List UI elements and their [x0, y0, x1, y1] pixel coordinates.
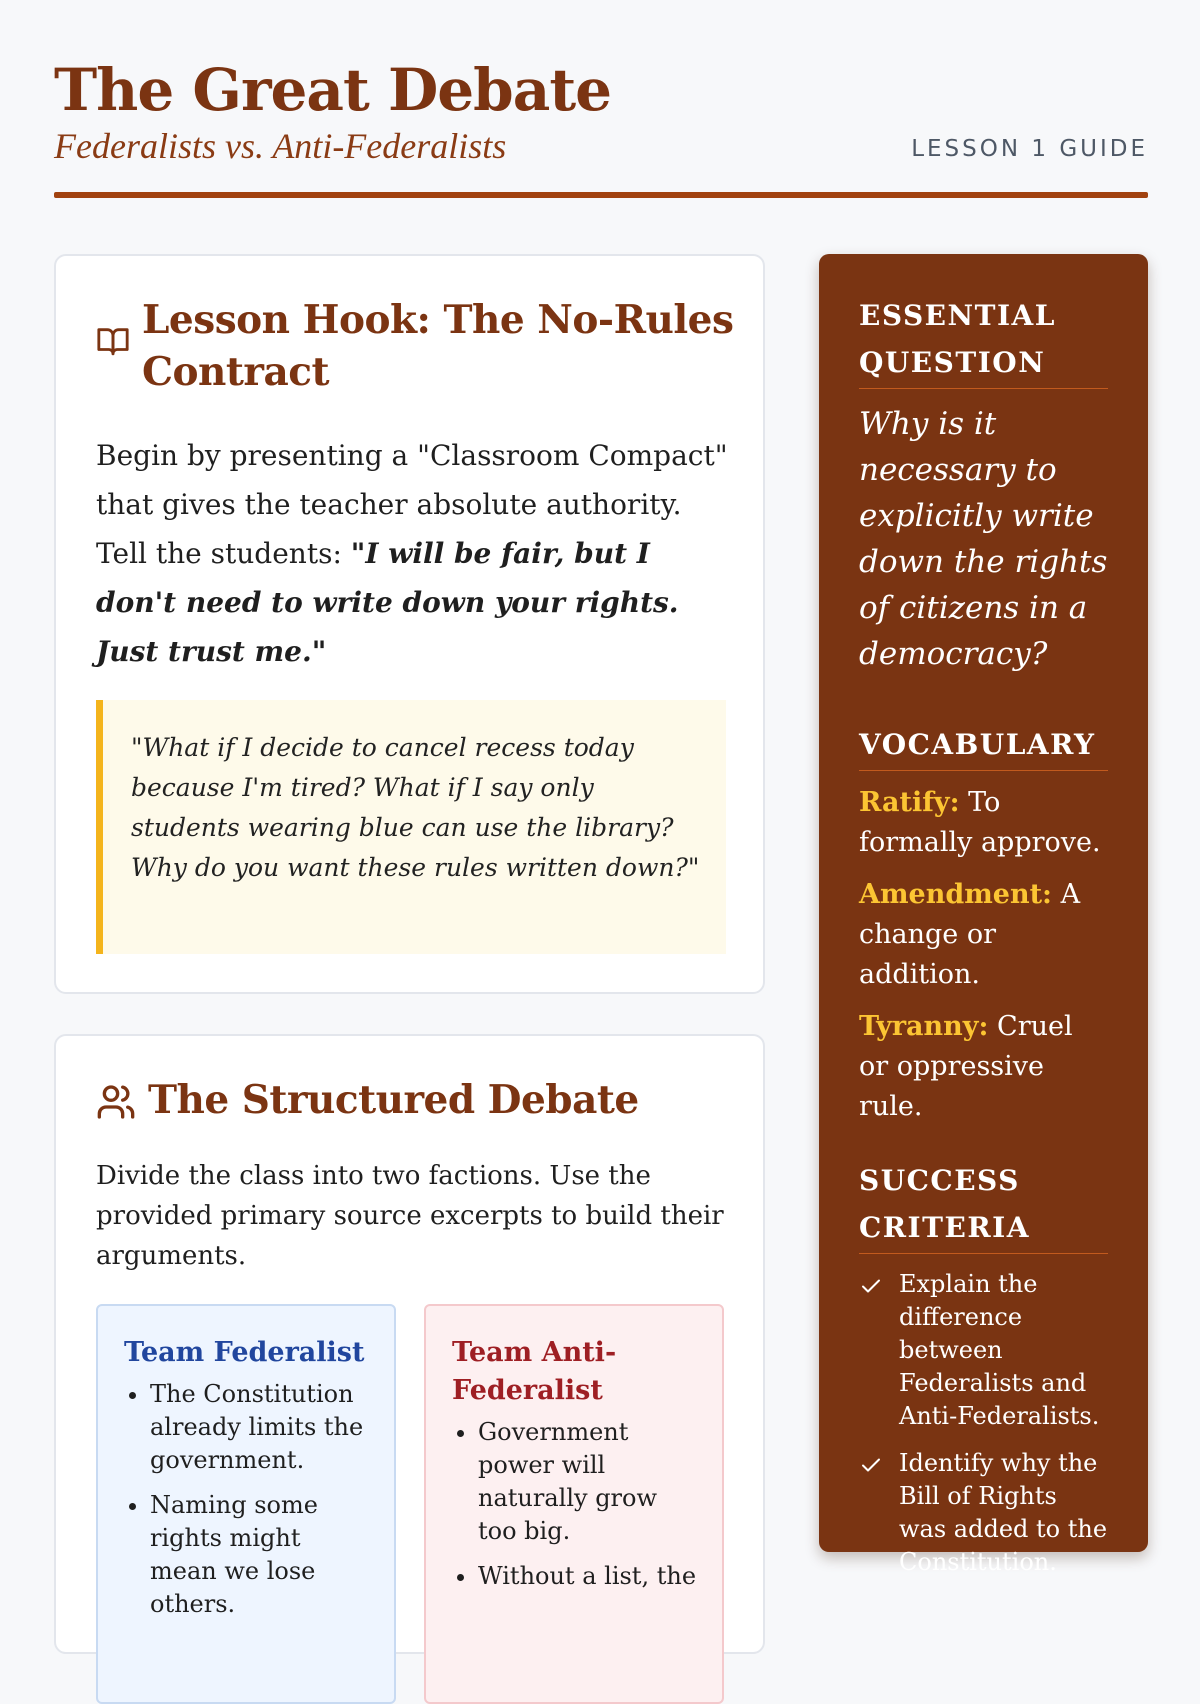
team-anti-federalist-box [424, 1304, 724, 1704]
vocabulary-heading: VOCABULARY [859, 721, 1108, 771]
vocab-item-ratify [859, 783, 1108, 863]
success-criteria-text: Identify why the Bill of Rights was added to the Constitution. [899, 1449, 1108, 1576]
team-anti-federalist-title: Team Anti-Federalist [452, 1337, 617, 1406]
vocab-term: Ratify: [859, 787, 960, 818]
success-criteria-item [859, 1268, 1108, 1433]
page-subtitle: Federalists vs. Anti-Federalists [54, 126, 507, 166]
success-criteria-heading: SUCCESS CRITERIA [859, 1157, 1108, 1254]
vocab-definition: A change or addition. [859, 879, 1081, 990]
team-federalist-points [124, 1378, 370, 1621]
lesson-hook-header [96, 294, 736, 398]
essential-question-text: Why is it necessary to explicitly write down the rights of citizens in a democracy? [859, 406, 1108, 672]
structured-debate-title: The Structured Debate [148, 1077, 639, 1123]
structured-debate-intro: Divide the class into two factions. Use the provided primary source excerpts to build their arguments. [96, 1161, 724, 1271]
check-icon [859, 1453, 883, 1477]
book-open-icon [96, 324, 130, 358]
vocabulary-list [859, 783, 1108, 1127]
list-item: • The Constitution already limits the government. [150, 1378, 370, 1477]
sidebar-panel [819, 254, 1148, 1576]
team-anti-federalist-points [452, 1416, 698, 1593]
page-title: The Great Debate [54, 56, 612, 124]
team-federalist-title: Team Federalist [124, 1337, 365, 1368]
lesson-hook-card [54, 254, 765, 994]
header-divider [54, 192, 1148, 198]
vocab-term: Amendment: [859, 879, 1053, 910]
vocab-definition: Cruel or oppressive rule. [859, 1011, 1073, 1122]
page-header [54, 56, 1148, 201]
vocab-term: Tyranny: [859, 1011, 989, 1042]
vocab-definition: To formally approve. [859, 787, 1101, 858]
list-item: • Without a list, the [478, 1560, 698, 1593]
users-icon [96, 1082, 136, 1122]
success-criteria-list [859, 1268, 1108, 1579]
lesson-tag: LESSON 1 GUIDE [911, 136, 1148, 162]
team-federalist-box [96, 1304, 396, 1704]
lesson-hook-body [96, 431, 736, 676]
check-icon [859, 1274, 883, 1298]
essential-question-heading: ESSENTIAL QUESTION [859, 292, 1108, 389]
structured-debate-card [54, 1034, 765, 1654]
success-criteria-item [859, 1447, 1108, 1579]
lesson-hook-quote: "I will be fair, but I don't need to write down your rights. Just trust me." [96, 537, 679, 668]
success-criteria-text: Explain the difference between Federalists and Anti-Federalists. [899, 1270, 1100, 1430]
list-item: • Naming some rights might mean we lose others. [150, 1489, 370, 1621]
hook-callout-quote: "What if I decide to cancel recess today because I'm tired? What if I say only students wearing blue can use the library? Why do you want these rules written down?" [96, 700, 726, 954]
vocab-item-tyranny [859, 1007, 1108, 1127]
lesson-hook-intro: Begin by presenting a "Classroom Compact" that gives the teacher absolute authority. Tell the students: [96, 439, 728, 570]
vocab-item-amendment [859, 875, 1108, 995]
list-item: • Government power will naturally grow too big. [478, 1416, 698, 1548]
lesson-hook-title: Lesson Hook: The No-Rules Contract [142, 297, 734, 395]
structured-debate-header [96, 1074, 736, 1126]
